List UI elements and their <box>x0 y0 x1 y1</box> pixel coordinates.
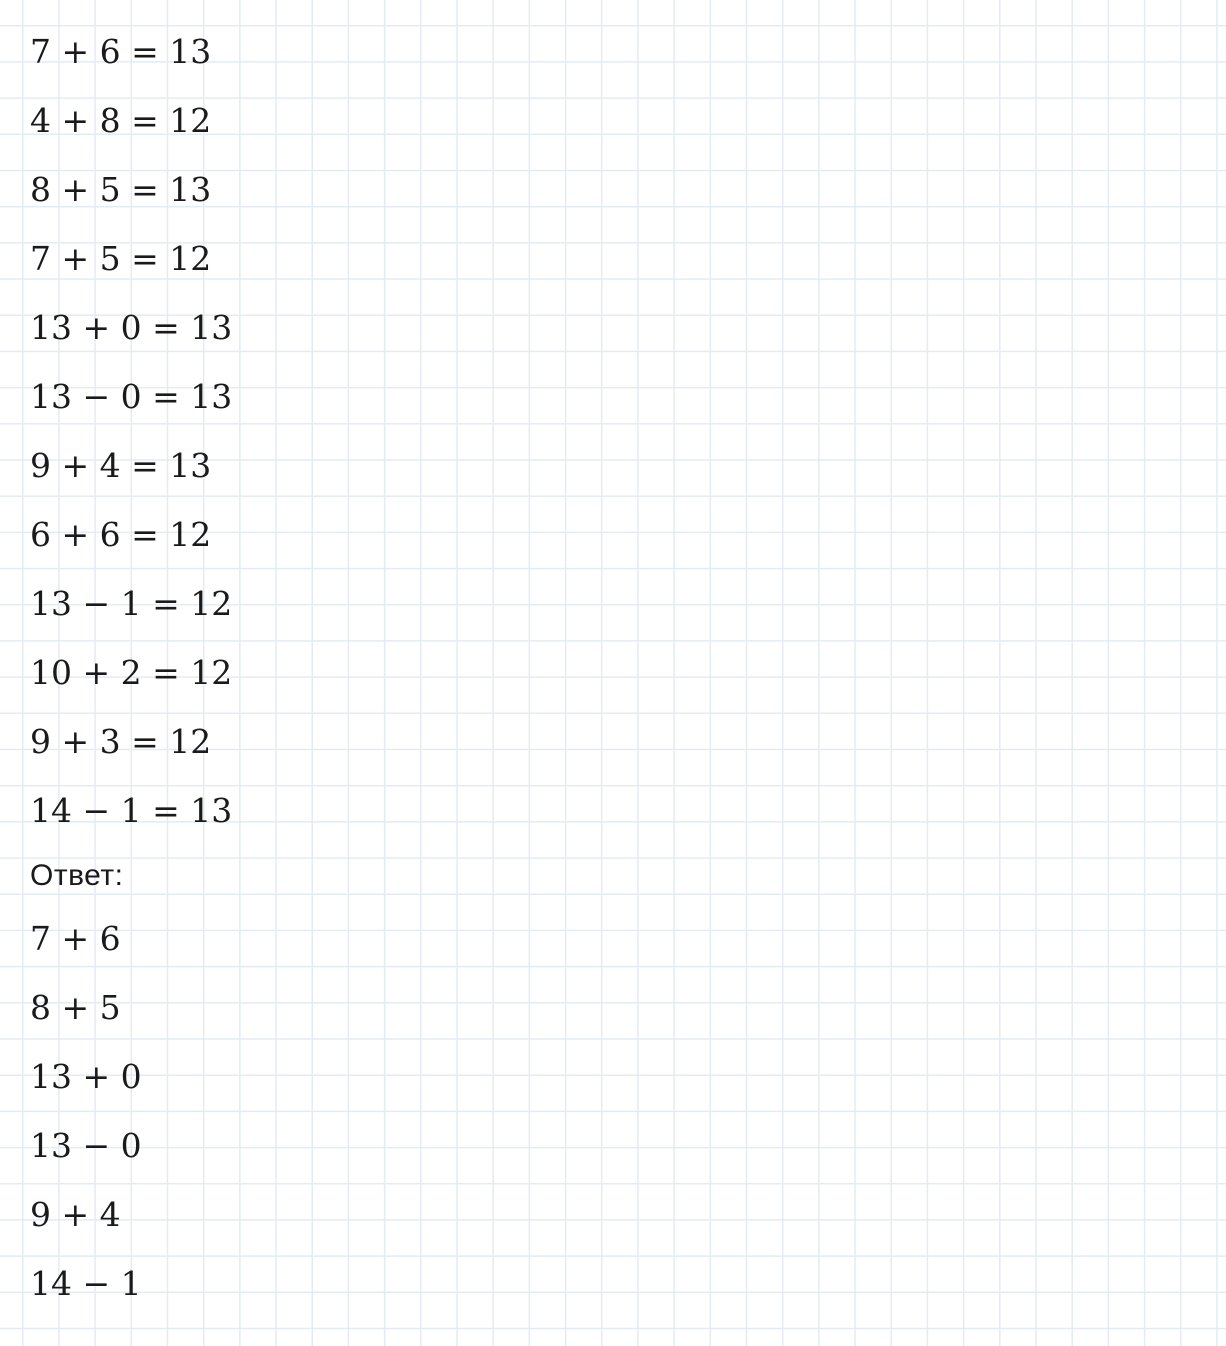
answer-line: 13 + 0 <box>30 1057 142 1096</box>
equation-line: 6 + 6 = 12 <box>30 515 212 554</box>
answer-line: 14 − 1 <box>30 1264 142 1303</box>
answer-line: 9 + 4 <box>30 1195 121 1234</box>
equation-line: 10 + 2 = 12 <box>30 653 233 692</box>
equation-line: 4 + 8 = 12 <box>30 101 212 140</box>
answer-line: 8 + 5 <box>30 988 121 1027</box>
equation-line: 13 − 1 = 12 <box>30 584 233 623</box>
equation-line: 13 − 0 = 13 <box>30 377 233 416</box>
equation-line: 7 + 5 = 12 <box>30 239 212 278</box>
answer-line: 7 + 6 <box>30 919 121 958</box>
answer-line: 13 − 0 <box>30 1126 142 1165</box>
equation-line: 7 + 6 = 13 <box>30 32 212 71</box>
equation-line: 9 + 3 = 12 <box>30 722 212 761</box>
equation-line: 14 − 1 = 13 <box>30 791 233 830</box>
equation-line: 13 + 0 = 13 <box>30 308 233 347</box>
equation-line: 8 + 5 = 13 <box>30 170 212 209</box>
answer-label: Ответ: <box>30 859 124 892</box>
equation-line: 9 + 4 = 13 <box>30 446 212 485</box>
